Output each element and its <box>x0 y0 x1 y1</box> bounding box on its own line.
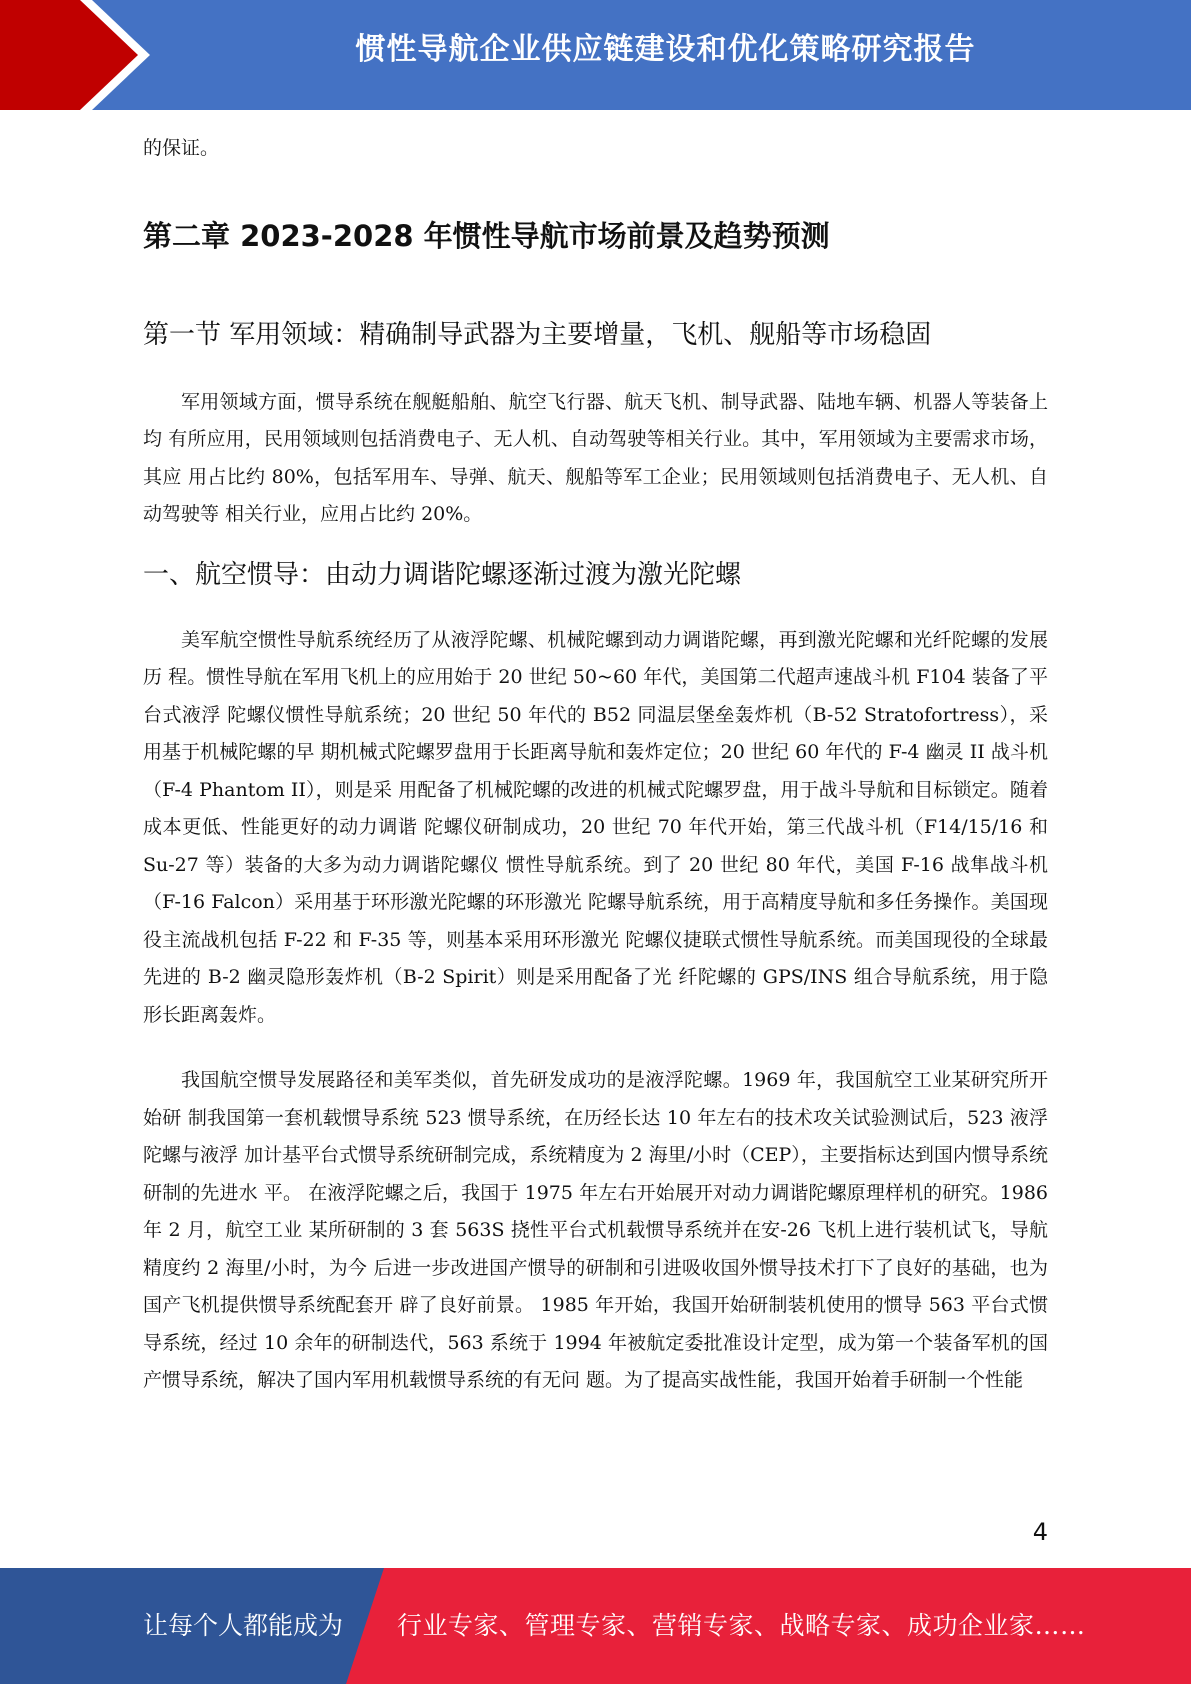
page-number: 4 <box>1032 1518 1048 1546</box>
paragraph-us-aviation: 美军航空惯性导航系统经历了从液浮陀螺、机械陀螺到动力调谐陀螺，再到激光陀螺和光纤陀螺的发展历 程。惯性导航在军用飞机上的应用始于 20 世纪 50~60 年代，美国第二代超声速战斗机 F104 装备了平台式液浮 陀螺仪惯性导航系统；20 世纪 50 年代的 B52 同温层堡垒轰炸机（B-52 Stratofortress），采用基于机械陀螺的早 期机械式陀螺罗盘用于长距离导航和轰炸定位；20 世纪 60 年代的 F-4 幽灵 II 战斗机（F-4 Phantom II），则是采 用配备了机械陀螺的改进的机械式陀螺罗盘，用于战斗导航和目标锁定。随着成本更低、性能更好的动力调谐 陀螺仪研制成功，20 世纪 70 年代开始，第三代战斗机（F14/15/16 和 Su-27 等）装备的大多为动力调谐陀螺仪 惯性导航系统。到了 20 世纪 80 年代，美国 F-16 战隼战斗机（F-16 Falcon）采用基于环形激光陀螺的环形激光 陀螺导航系统，用于高精度导航和多任务操作。美国现役主流战机包括 F-22 和 F-35 等，则基本采用环形激光 陀螺仪捷联式惯性导航系统。而美国现役的全球最先进的 B-2 幽灵隐形轰炸机（B-2 Spirit）则是采用配备了光 纤陀螺的 GPS/INS 组合导航系统，用于隐形长距离轰炸。 <box>143 628 1048 1026</box>
paragraph-china-aviation: 我国航空惯导发展路径和美军类似，首先研发成功的是液浮陀螺。1969 年，我国航空工业某研究所开始研 制我国第一套机载惯导系统 523 惯导系统，在历经长达 10 年左右的技术攻关试验测试后，523 液浮陀螺与液浮 加计基平台式惯导系统研制完成，系统精度为 2 海里/小时（CEP），主要指标达到国内惯导系统研制的先进水 平。 在液浮陀螺之后，我国于 1975 年左右开始展开对动力调谐陀螺原理样机的研究。1986 年 2 月，航空工业 某所研制的 3 套 563S 挠性平台式机载惯导系统并在安-26 飞机上进行装机试飞，导航精度约 2 海里/小时，为今 后进一步改进国产惯导的研制和引进吸收国外惯导技术打下了良好的基础，也为国产飞机提供惯导系统配套开 辟了良好前景。 1985 年开始，我国开始研制装机使用的惯导 563 平台式惯导系统，经过 10 余年的研制迭代，563 系统于 1994 年被航定委批准设计定型，成为第一个装备军机的国产惯导系统，解决了国内军用机载惯导系统的有无问 题。为了提高实战性能，我国开始着手研制一个性能 <box>143 1069 1048 1391</box>
footer-slogan-left: 让每个人都能成为 <box>143 1611 344 1640</box>
section-title: 第一节 军用领域：精确制导武器为主要增量，飞机、舰船等市场稳固 <box>143 319 932 350</box>
header-title: 惯性导航企业供应链建设和优化策略研究报告 <box>355 32 976 67</box>
document-body <box>143 130 1048 1400</box>
header-arrow-decoration <box>0 0 160 110</box>
paragraph-military-overview: 军用领域方面，惯导系统在舰艇船舶、航空飞行器、航天飞机、制导武器、陆地车辆、机器人等装备上均 有所应用，民用领域则包括消费电子、无人机、自动驾驶等相关行业。其中，军用领域为主要需求市场，其应 用占比约 80%，包括军用车、导弹、航天、舰船等军工企业；民用领域则包括消费电子、无人机、自动驾驶等 相关行业，应用占比约 20%。 <box>143 390 1048 525</box>
footer-slogan-right: 行业专家、管理专家、营销专家、战略专家、成功企业家…… <box>397 1611 1086 1640</box>
lead-text: 的保证。 <box>143 137 220 159</box>
page-header <box>0 0 1191 110</box>
subsection-title: 一、航空惯导：由动力调谐陀螺逐渐过渡为激光陀螺 <box>143 559 742 590</box>
chapter-title: 第二章 2023-2028 年惯性导航市场前景及趋势预测 <box>143 218 830 253</box>
page-footer <box>0 1568 1191 1684</box>
